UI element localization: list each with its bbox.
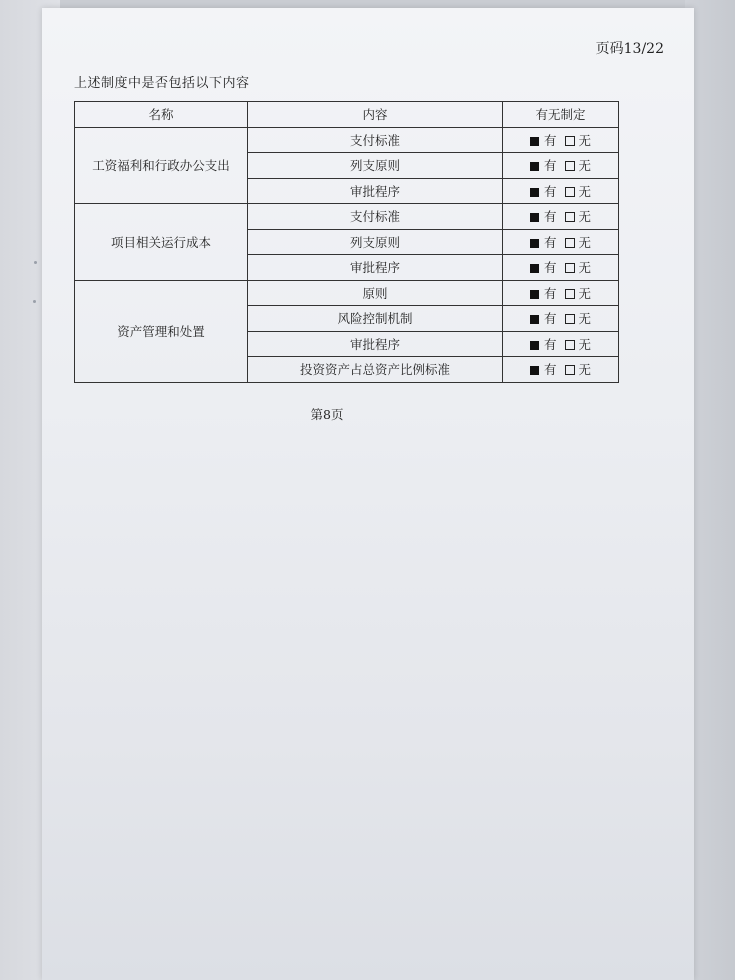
yes-label: 有 [543, 285, 557, 301]
binder-hole-mark [33, 300, 36, 303]
checked-box-icon [530, 290, 539, 299]
policy-checklist-table [74, 101, 619, 383]
group-name: 工资福利和行政办公支出 [75, 127, 248, 204]
content-cell: 投资资产占总资产比例标准 [248, 357, 503, 383]
yes-label: 有 [543, 234, 557, 250]
page-code: 页码13/22 [595, 41, 664, 57]
established-cell [503, 280, 619, 306]
checked-box-icon [530, 315, 539, 324]
checked-box-icon [530, 188, 539, 197]
unchecked-box-icon [565, 238, 575, 248]
no-label: 无 [578, 260, 592, 276]
content-cell: 原则 [248, 280, 503, 306]
yes-label: 有 [543, 158, 557, 174]
no-label: 无 [578, 209, 592, 225]
content-cell: 列支原则 [248, 153, 503, 179]
checked-box-icon [530, 264, 539, 273]
content-cell: 支付标准 [248, 204, 503, 230]
content-cell: 审批程序 [248, 255, 503, 281]
content-cell: 风险控制机制 [248, 306, 503, 332]
no-label: 无 [578, 234, 592, 250]
established-cell [503, 204, 619, 230]
established-cell [503, 178, 619, 204]
no-label: 无 [578, 285, 592, 301]
unchecked-box-icon [565, 161, 575, 171]
group-name: 项目相关运行成本 [75, 204, 248, 281]
checked-box-icon [530, 239, 539, 248]
yes-label: 有 [543, 209, 557, 225]
established-cell [503, 153, 619, 179]
checked-box-icon [530, 213, 539, 222]
unchecked-box-icon [565, 365, 575, 375]
table-header-row [75, 102, 619, 128]
no-label: 无 [578, 132, 592, 148]
established-cell [503, 229, 619, 255]
group-name: 资产管理和处置 [75, 280, 248, 382]
established-cell [503, 127, 619, 153]
no-label: 无 [578, 311, 592, 327]
established-cell [503, 357, 619, 383]
unchecked-box-icon [565, 263, 575, 273]
yes-label: 有 [543, 362, 557, 378]
content-cell: 支付标准 [248, 127, 503, 153]
unchecked-box-icon [565, 314, 575, 324]
header-content: 内容 [248, 102, 503, 128]
table-row [75, 127, 619, 153]
table-row [75, 280, 619, 306]
intro-question: 上述制度中是否包括以下内容 [74, 76, 250, 91]
header-established: 有无制定 [503, 102, 619, 128]
established-cell [503, 306, 619, 332]
unchecked-box-icon [565, 187, 575, 197]
no-label: 无 [578, 336, 592, 352]
page-number: 第8页 [310, 407, 344, 422]
no-label: 无 [578, 362, 592, 378]
no-label: 无 [578, 158, 592, 174]
checked-box-icon [530, 162, 539, 171]
checked-box-icon [530, 366, 539, 375]
yes-label: 有 [543, 132, 557, 148]
unchecked-box-icon [565, 136, 575, 146]
unchecked-box-icon [565, 212, 575, 222]
unchecked-box-icon [565, 340, 575, 350]
checked-box-icon [530, 137, 539, 146]
yes-label: 有 [543, 260, 557, 276]
header-name: 名称 [75, 102, 248, 128]
table-row [75, 204, 619, 230]
yes-label: 有 [543, 336, 557, 352]
yes-label: 有 [543, 183, 557, 199]
unchecked-box-icon [565, 289, 575, 299]
established-cell [503, 331, 619, 357]
content-cell: 审批程序 [248, 178, 503, 204]
no-label: 无 [578, 183, 592, 199]
established-cell [503, 255, 619, 281]
content-cell: 审批程序 [248, 331, 503, 357]
binder-hole-mark [34, 261, 37, 264]
content-cell: 列支原则 [248, 229, 503, 255]
yes-label: 有 [543, 311, 557, 327]
checked-box-icon [530, 341, 539, 350]
document-page [42, 8, 694, 980]
